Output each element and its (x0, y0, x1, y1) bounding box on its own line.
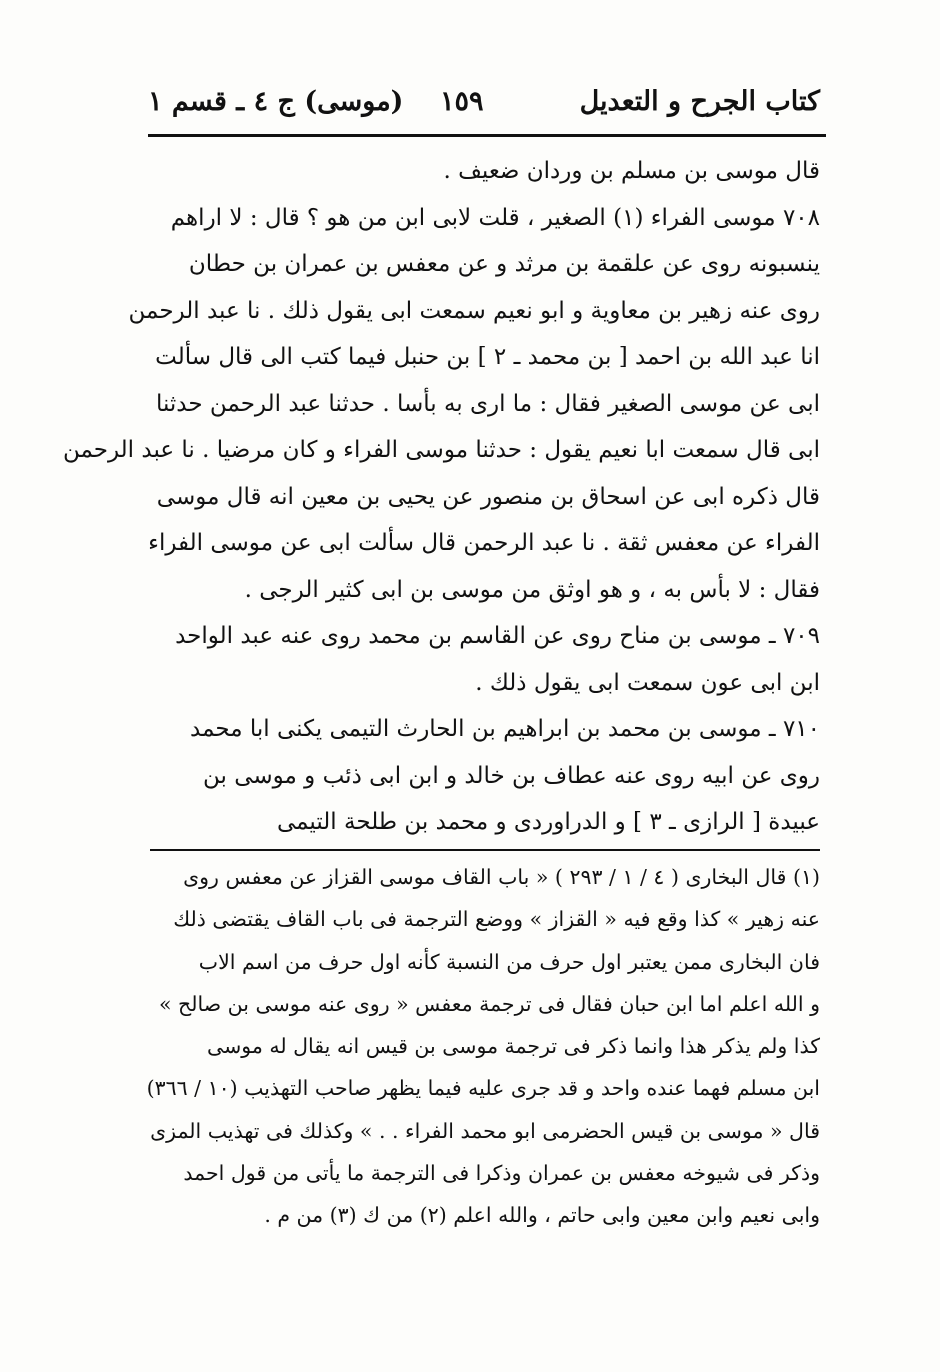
text-line: ابى عن موسى الصغير فقال : ما ارى به بأسا . حدثنا عبد الرحمن حدثنا (155, 390, 820, 417)
text-line: ٧٠٩ ـ موسى بن مناح روى عن القاسم بن محمد روى عنه عبد الواحد (175, 623, 820, 649)
section-label: (موسى) ج ٤ ـ قسم ١ (148, 86, 404, 117)
footnote-line: فان البخارى ممن يعتبر اول حرف من النسبة كأنه اول حرف من اسم الاب (198, 949, 820, 974)
footnote-line: كذا ولم يذكر هذا وانما ذكر فى ترجمة موسى بن قيس انه يقال له موسى (207, 1034, 820, 1059)
footnote-line: قال « موسى بن قيس الحضرمى ابو محمد الفراء . . » وكذلك فى تهذيب المزى (150, 1118, 820, 1143)
text-line: قال موسى بن مسلم بن وردان ضعيف . (443, 158, 820, 184)
footnote-line: و الله اعلم اما ابن حبان فقال فى ترجمة معفس « روى عنه موسى بن صالح » (158, 991, 820, 1016)
footnote-line: عنه زهير » كذا وقع فيه « القزاز » ووضع الترجمة فى باب القاف يقتضى ذلك (173, 907, 820, 932)
page-number: ١٥٩ (440, 86, 484, 117)
text-line: ابن ابى عون سمعت ابى يقول ذلك . (475, 669, 820, 696)
text-line: ٧٠٨ موسى الفراء (١) الصغير ، قلت لابى ابن من هو ؟ قال : لا اراهم (170, 204, 820, 231)
text-line: ينسبونه روى عن علقمة بن مرثد و عن معفس بن عمران بن حطان (188, 251, 820, 277)
footnotes (146, 856, 820, 1237)
footnote-line: وذكر فى شيوخه معفس بن عمران وذكرا فى الترجمة ما يأتى من قول احمد (183, 1161, 820, 1186)
main-text (62, 148, 820, 846)
text-line: عبيدة [ الرازى ـ ٣ ] و الدراوردى و محمد بن طلحة التيمى (276, 809, 820, 835)
footnote-rule (150, 849, 820, 851)
text-line: فقال : لا بأس به ، و هو اوثق من موسى بن ابى كثير الرجى . (244, 576, 820, 603)
text-line: انا عبد الله بن احمد [ بن محمد ـ ٢ ] بن حنبل فيما كتب الى قال سألت (155, 344, 820, 370)
text-line: ٧١٠ ـ موسى بن محمد بن ابراهيم بن الحارث التيمى يكنى ابا محمد (190, 716, 820, 742)
text-line: ابى قال سمعت ابا نعيم يقول : حدثنا موسى الفراء و كان مرضيا . نا عبد الرحمن (62, 437, 820, 463)
text-line: قال ذكره ابى عن اسحاق بن منصور عن يحيى بن معين انه قال موسى (156, 483, 820, 510)
header-rule (148, 134, 826, 137)
footnote-line: (١) قال البخارى ( ٤ / ١ / ٢٩٣ ) « باب القاف موسى القزاز عن معفس روى (183, 865, 820, 889)
text-line: روى عنه زهير بن معاوية و ابو نعيم سمعت ابى يقول ذلك . نا عبد الرحمن (128, 297, 820, 324)
footnote-line: وابى نعيم وابن معين وابى حاتم ، والله اعلم (٢) من ك (٣) من م . (264, 1203, 820, 1228)
footnote-line: ابن مسلم فهما عنده واحد و قد جرى عليه فيما يظهر صاحب التهذيب (١٠ / ٣٦٦) (146, 1076, 820, 1101)
text-line: روى عن ابيه روى عنه عطاف بن خالد و ابن ابى ذئب و موسى بن (203, 762, 820, 789)
book-title: كتاب الجرح و التعديل (579, 86, 820, 117)
text-line: الفراء عن معفس ثقة . نا عبد الرحمن قال سألت ابى عن موسى الفراء (148, 530, 820, 556)
page-header (148, 80, 820, 130)
